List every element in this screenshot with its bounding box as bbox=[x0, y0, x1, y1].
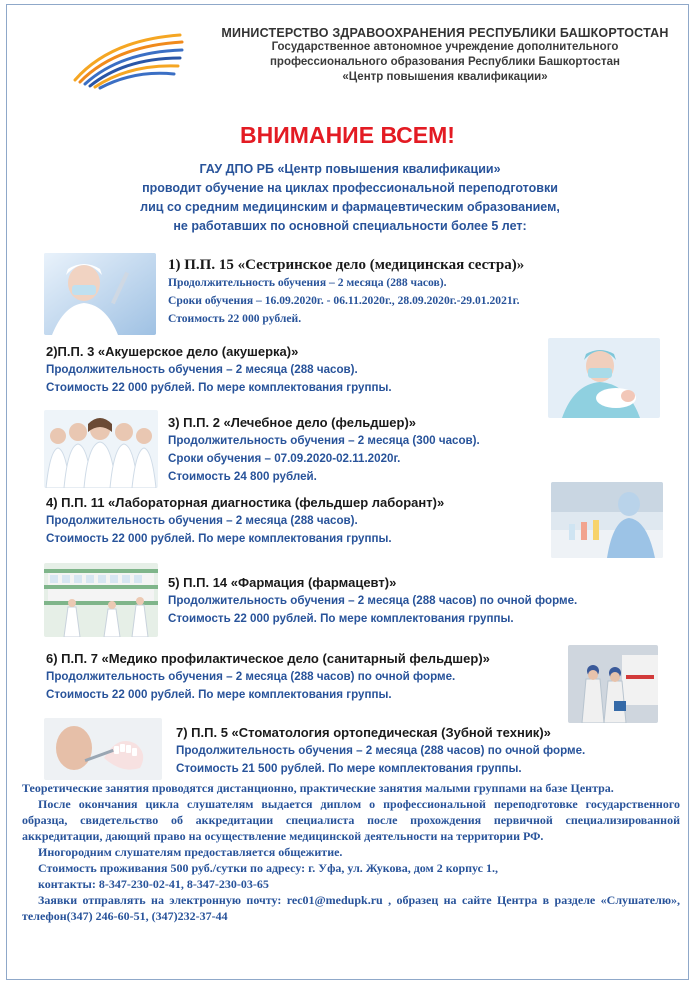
ministry-title: МИНИСТЕРСТВО ЗДРАВООХРАНЕНИЯ РЕСПУБЛИКИ БАШКОРТОСТАН bbox=[221, 26, 669, 40]
footer-paragraph-1: Теоретические занятия проводятся дистанционно, практические занятия малыми группами на базе Центра. bbox=[22, 781, 614, 795]
course-cost: Стоимость 22 000 рублей. По мере комплектования группы. bbox=[46, 381, 392, 394]
course-1 bbox=[168, 256, 668, 328]
course-cost: Стоимость 21 500 рублей. По мере комплектования группы. bbox=[176, 762, 522, 775]
course-6 bbox=[46, 650, 566, 704]
course-cost: Стоимость 22 000 рублей. По мере комплектования группы. bbox=[168, 612, 514, 625]
logo-wave-icon bbox=[70, 30, 190, 90]
course-title: 7) П.П. 5 «Стоматология ортопедическая (Зубной техник)» bbox=[176, 725, 551, 740]
footer-paragraph-2: После окончания цикла слушателям выдается диплом о профессиональной переподготовке государственного образца, свидетельство об аккредитации специалиста после прохождения первичной специализированной аккредитации, дающий право на осуществление медицинской деятельности на территории РФ. bbox=[22, 797, 680, 843]
intro-line-1: ГАУ ДПО РБ «Центр повышения квалификации» bbox=[199, 162, 501, 176]
course-duration: Продолжительность обучения – 2 месяца (300 часов). bbox=[168, 434, 480, 447]
nurse-photo bbox=[44, 253, 156, 335]
footer-info bbox=[22, 780, 680, 924]
course-duration: Продолжительность обучения – 2 месяца (288 часов). bbox=[168, 276, 447, 289]
course-duration: Продолжительность обучения – 2 месяца (288 часов) по очной форме. bbox=[168, 594, 578, 607]
org-line-3: «Центр повышения квалификации» bbox=[342, 71, 548, 83]
course-duration: Продолжительность обучения – 2 месяца (288 часов) по очной форме. bbox=[46, 670, 456, 683]
course-4 bbox=[46, 494, 546, 548]
course-title: 1) П.П. 15 «Сестринское дело (медицинская сестра)» bbox=[168, 257, 525, 273]
laboratory-photo bbox=[551, 482, 663, 558]
course-title: 3) П.П. 2 «Лечебное дело (фельдшер)» bbox=[168, 415, 417, 430]
course-duration: Продолжительность обучения – 2 месяца (288 часов) по очной форме. bbox=[176, 744, 586, 757]
course-cost: Стоимость 22 000 рублей. По мере комплектования группы. bbox=[46, 532, 392, 545]
course-cost: Стоимость 22 000 рублей. По мере комплектования группы. bbox=[46, 688, 392, 701]
course-dates: Сроки обучения – 16.09.2020г. - 06.11.2020г., 28.09.2020г.-29.01.2021г. bbox=[168, 294, 520, 307]
paramedics-photo bbox=[568, 645, 658, 723]
footer-contacts: контакты: 8-347-230-02-41, 8-347-230-03-65 bbox=[38, 877, 269, 891]
intro-line-3: лиц со средним медицинским и фармацевтическим образованием, bbox=[140, 200, 560, 214]
course-7 bbox=[176, 724, 676, 778]
course-duration: Продолжительность обучения – 2 месяца (288 часов). bbox=[46, 514, 358, 527]
footer-paragraph-4: Стоимость проживания 500 руб./сутки по адресу: г. Уфа, ул. Жукова, дом 2 корпус 1., bbox=[38, 861, 499, 875]
course-5 bbox=[168, 574, 668, 628]
footer-paragraph-3: Иногородним слушателям предоставляется общежитие. bbox=[38, 845, 343, 859]
course-title: 2)П.П. 3 «Акушерское дело (акушерка)» bbox=[46, 344, 299, 359]
org-line-1: Государственное автономное учреждение дополнительного bbox=[271, 41, 619, 53]
course-2 bbox=[46, 343, 536, 397]
intro-line-2: проводит обучение на циклах профессиональной переподготовки bbox=[142, 181, 558, 195]
intro-text bbox=[90, 160, 610, 236]
course-title: 4) П.П. 11 «Лабораторная диагностика (фельдшер лаборант)» bbox=[46, 495, 445, 510]
doctors-team-photo bbox=[44, 410, 158, 488]
pharmacy-photo bbox=[44, 563, 158, 637]
course-duration: Продолжительность обучения – 2 месяца (288 часов). bbox=[46, 363, 358, 376]
midwife-photo bbox=[548, 338, 660, 418]
org-line-2: профессионального образования Республики Башкортостан bbox=[269, 56, 620, 68]
course-dates: Сроки обучения – 07.09.2020-02.11.2020г. bbox=[168, 452, 401, 465]
dental-photo bbox=[44, 718, 162, 780]
course-title: 5) П.П. 14 «Фармация (фармацевт)» bbox=[168, 575, 397, 590]
footer-applications: Заявки отправлять на электронную почту: rec01@medupk.ru , образец на сайте Центра в разделе «Слушателю», телефон(347) 246-60-51, (347)232-37-44 bbox=[22, 893, 680, 923]
intro-line-4: не работавших по основной специальности более 5 лет: bbox=[173, 219, 527, 233]
course-3 bbox=[168, 414, 648, 486]
course-cost: Стоимость 22 000 рублей. bbox=[168, 312, 302, 325]
course-title: 6) П.П. 7 «Медико профилактическое дело (санитарный фельдшер)» bbox=[46, 651, 490, 666]
course-cost: Стоимость 24 800 рублей. bbox=[168, 470, 317, 483]
attention-heading: ВНИМАНИЕ ВСЕМ! bbox=[240, 122, 455, 148]
header bbox=[210, 26, 680, 85]
